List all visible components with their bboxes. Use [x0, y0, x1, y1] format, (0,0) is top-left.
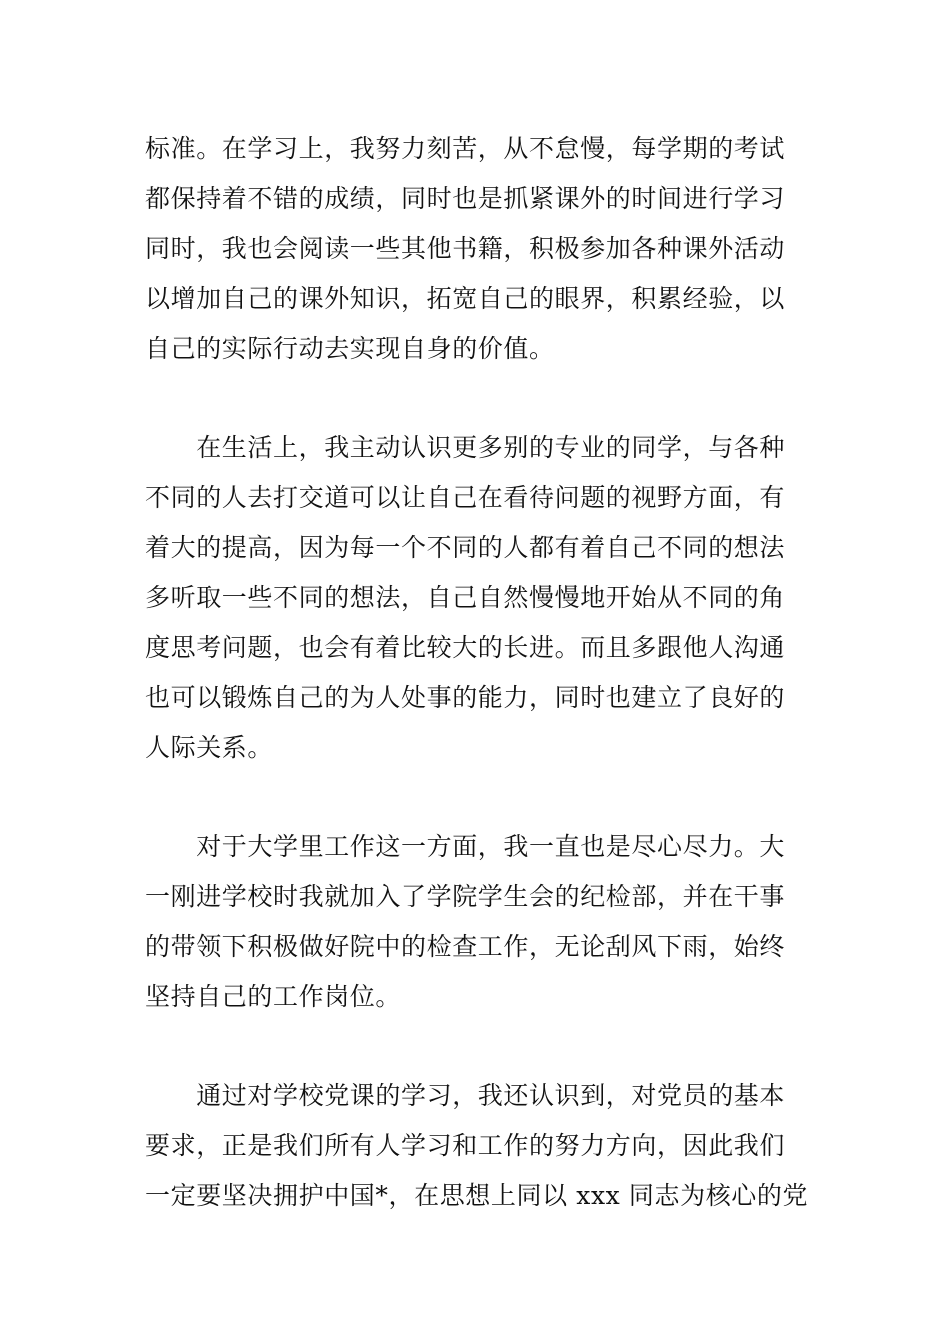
text-line: 对于大学里工作这一方面，我一直也是尽心尽力。大: [145, 832, 786, 861]
text-line: 度思考问题，也会有着比较大的长进。而且多跟他人沟通: [145, 633, 786, 662]
text-line: 要求，正是我们所有人学习和工作的努力方向，因此我们: [145, 1131, 786, 1160]
document-body: [145, 124, 815, 1221]
text-line: 也可以锻炼自己的为人处事的能力，同时也建立了良好的: [145, 683, 786, 712]
text-line: 自己的实际行动去实现自身的价值。: [145, 334, 555, 363]
paragraph-spacer: [145, 1022, 815, 1071]
text-line: 都保持着不错的成绩，同时也是抓紧课外的时间进行学习: [145, 184, 786, 213]
text-line: 同时，我也会阅读一些其他书籍，积极参加各种课外活动: [145, 234, 786, 263]
text-line: 的带领下积极做好院中的检查工作，无论刮风下雨，始终: [145, 932, 786, 961]
paragraph-work: [145, 822, 815, 1022]
text-line: 一刚进学校时我就加入了学院学生会的纪检部，并在干事: [145, 882, 786, 911]
text-line: 标准。在学习上，我努力刻苦，从不怠慢，每学期的考试: [145, 134, 786, 163]
text-line: 以增加自己的课外知识，拓宽自己的眼界，积累经验，以: [145, 284, 786, 313]
paragraph-life: [145, 423, 815, 773]
text-line: 多听取一些不同的想法，自己自然慢慢地开始从不同的角: [145, 583, 786, 612]
paragraph-study: [145, 124, 815, 374]
text-line: 不同的人去打交道可以让自己在看待问题的视野方面，有: [145, 483, 786, 512]
text-line: 坚持自己的工作岗位。: [145, 982, 402, 1011]
text-line: 人际关系。: [145, 733, 274, 762]
paragraph-spacer: [145, 374, 815, 423]
text-line: 通过对学校党课的学习，我还认识到，对党员的基本: [145, 1081, 786, 1110]
paragraph-spacer: [145, 773, 815, 822]
text-line: 在生活上，我主动认识更多别的专业的同学，与各种: [145, 433, 786, 462]
text-line: 一定要坚决拥护中国*，在思想上同以 xxx 同志为核心的党: [145, 1181, 809, 1210]
text-line: 着大的提高，因为每一个不同的人都有着自己不同的想法: [145, 533, 786, 562]
paragraph-party-course: [145, 1071, 815, 1221]
